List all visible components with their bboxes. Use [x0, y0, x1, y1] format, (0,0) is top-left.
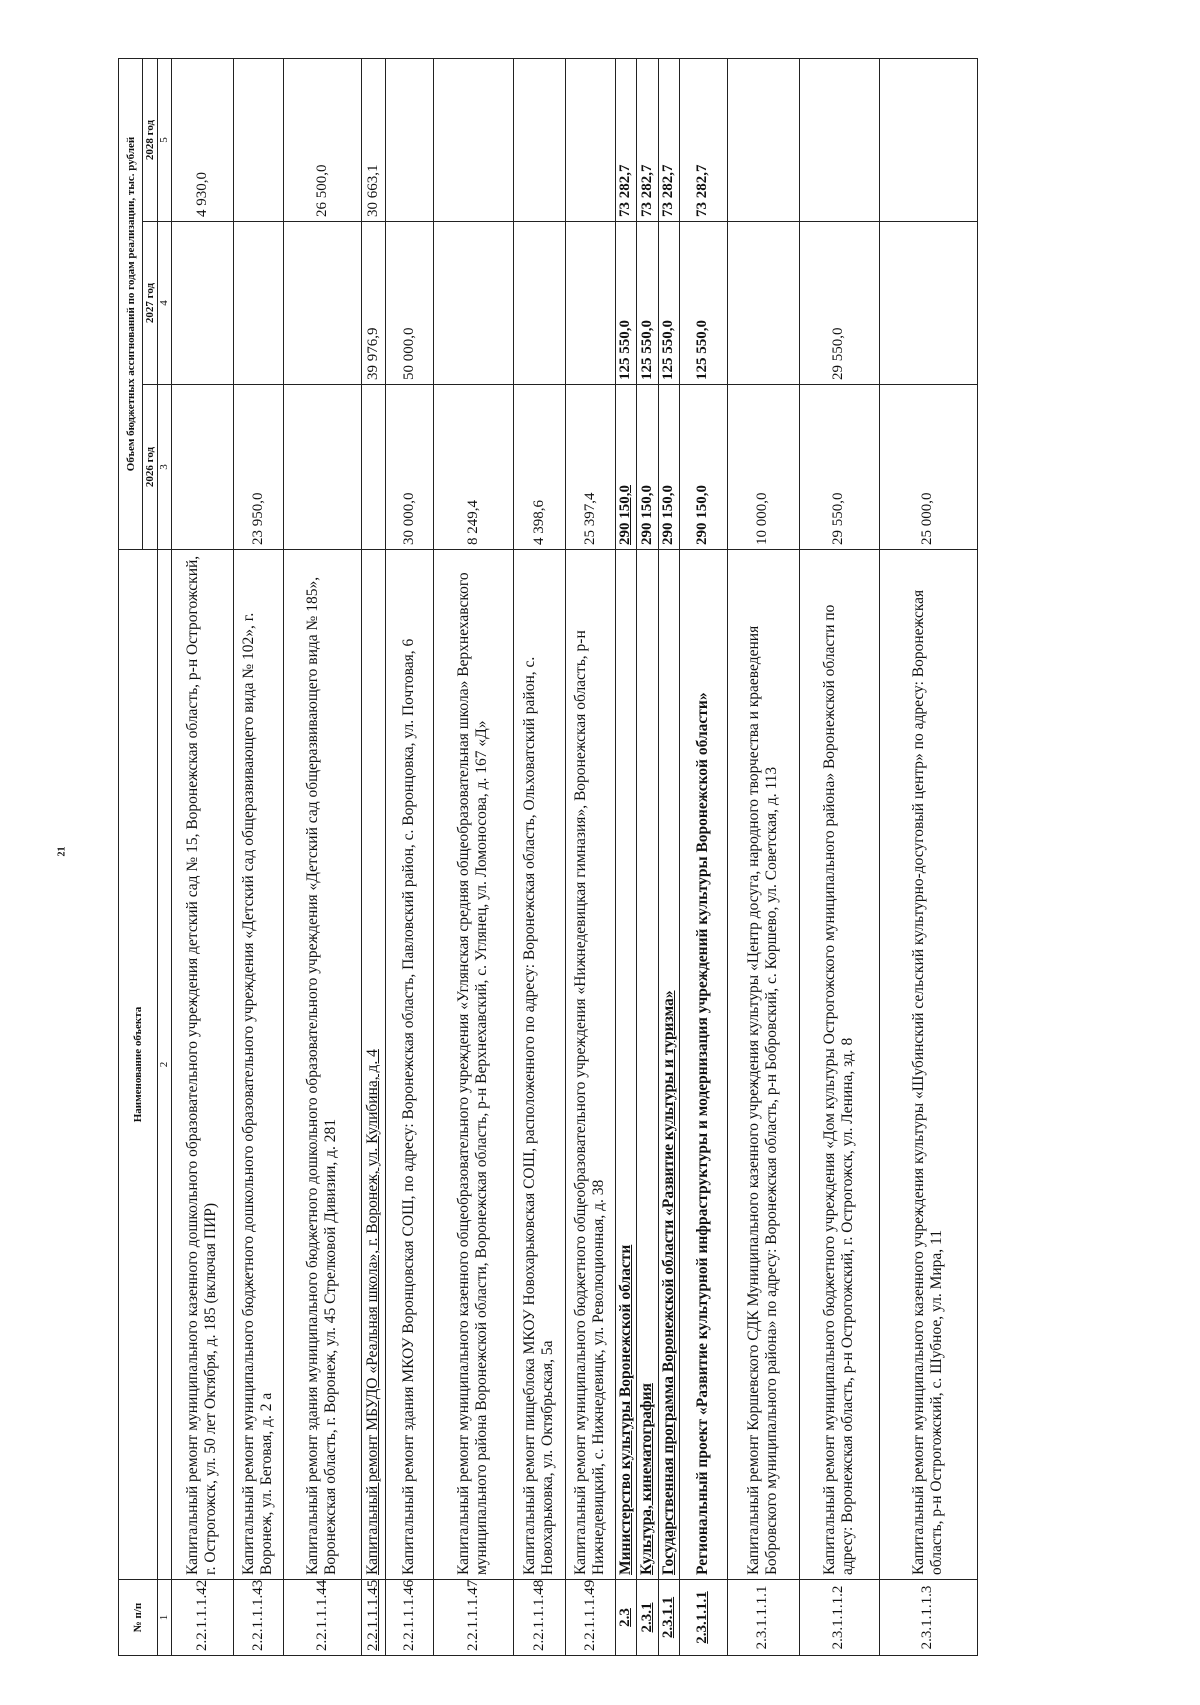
col-group-header: Объем бюджетных ассигнований по годам реализации, тыс. рублей — [119, 58, 143, 549]
row-code: 2.2.1.1.1.46 — [385, 1580, 433, 1656]
table-row — [283, 58, 361, 1655]
row-code: 2.3.1 — [637, 1580, 658, 1656]
row-name: Региональный проект «Развитие культурной инфраструктуры и модернизация учреждений культуры Воронежской области» — [679, 550, 727, 1580]
row-code: 2.3.1.1 — [658, 1580, 679, 1656]
row-2028: 73 282,7 — [615, 58, 636, 221]
row-name: Капитальный ремонт муниципального бюджетного общеобразовательного учреждения «Нижнедевицкая гимназия», Воронежская область, р-н Нижнедевицкий, с. Нижнедевицк, ул. Революционная, д. 38 — [565, 550, 615, 1580]
year-2028-header: 2028 год — [143, 58, 158, 221]
table-row — [513, 58, 565, 1655]
row-code: 2.2.1.1.1.45 — [361, 1580, 385, 1656]
table-row — [637, 58, 658, 1655]
row-2028 — [513, 58, 565, 221]
row-2026: 29 550,0 — [799, 385, 879, 550]
table-row — [799, 58, 879, 1655]
row-name: Капитальный ремонт муниципального бюджетного дошкольного образовательного учреждения «Детский сад общеразвивающего вида № 102», г. Воронеж, ул. Беговая, д. 2 а — [233, 550, 283, 1580]
row-name: Капитальный ремонт МБУДО «Реальная школа», г. Воронеж, ул. Кулибина, д. 4 — [361, 550, 385, 1580]
row-2027: 39 976,9 — [361, 222, 385, 385]
row-code: 2.3.1.1.1.1 — [727, 1580, 799, 1656]
row-name: Капитальный ремонт здания МКОУ Воронцовская СОШ, по адресу: Воронежская область, Павловский район, с. Воронцовка, ул. Почтовая, 6 — [385, 550, 433, 1580]
row-2027 — [727, 222, 799, 385]
row-2028: 73 282,7 — [658, 58, 679, 221]
row-code: 2.2.1.1.1.49 — [565, 1580, 615, 1656]
table-row — [565, 58, 615, 1655]
table-row — [433, 58, 513, 1655]
row-code: 2.2.1.1.1.42 — [171, 1580, 233, 1656]
row-2026: 290 150,0 — [615, 385, 636, 550]
row-code: 2.3.1.1.1.3 — [879, 1580, 977, 1656]
row-2027: 125 550,0 — [679, 222, 727, 385]
row-2028: 73 282,7 — [637, 58, 658, 221]
row-code: 2.2.1.1.1.48 — [513, 1580, 565, 1656]
row-2026: 30 000,0 — [385, 385, 433, 550]
col-index-2: 2 — [158, 550, 172, 1580]
row-name: Капитальный ремонт муниципального бюджетного учреждения «Дом культуры Острогожского муниципального района» Воронежской области по адресу: Воронежская область, р-н Острогожский, г. Острогожск, ул. Ленина, зд. 8 — [799, 550, 879, 1580]
row-2028: 30 663,1 — [361, 58, 385, 221]
row-name: Капитальный ремонт здания муниципального бюджетного дошкольного образовательного учреждения «Детский сад общеразвивающего вида № 185», Воронежская область, г. Воронеж, ул. 45 Стрелковой Дивизии, д. 281 — [283, 550, 361, 1580]
row-2026: 10 000,0 — [727, 385, 799, 550]
row-2028 — [565, 58, 615, 221]
row-2027: 50 000,0 — [385, 222, 433, 385]
row-name: Капитальный ремонт муниципального казенного общеобразовательного учреждения «Углянская средняя общеобразовательная школа» Верхнехавского муниципального района Воронежской области, Воронежская область, р-н Верхнехавский, с. Углянец, ул. Ломоносова, д. 167 «Д» — [433, 550, 513, 1580]
row-2028 — [433, 58, 513, 221]
table-row — [385, 58, 433, 1655]
row-2027 — [879, 222, 977, 385]
table-row — [727, 58, 799, 1655]
row-2026 — [283, 385, 361, 550]
row-code: 2.2.1.1.1.47 — [433, 1580, 513, 1656]
row-name: Капитальный ремонт Коршевского СДК Муниципального казенного учреждения культуры «Центр досуга, народного творчества и краеведения Бобровского муниципального района» по адресу: Воронежская область, р-н Бобровский, с. Коршево, ул. Советская, д. 113 — [727, 550, 799, 1580]
row-2028 — [233, 58, 283, 221]
row-2026: 25 000,0 — [879, 385, 977, 550]
row-2028: 26 500,0 — [283, 58, 361, 221]
row-2027 — [283, 222, 361, 385]
row-name: Капитальный ремонт муниципального казенного учреждения культуры «Шубинский сельский культурно-досуговый центр» по адресу: Воронежская область, р-н Острогожский, с. Шубное, ул. Мира, 11 — [879, 550, 977, 1580]
row-2028 — [727, 58, 799, 221]
row-name: Культура, кинематография — [637, 550, 658, 1580]
row-name: Государственная программа Воронежской области «Развитие культуры и туризма» — [658, 550, 679, 1580]
year-2027-header: 2027 год — [143, 222, 158, 385]
row-2027 — [513, 222, 565, 385]
table-row — [233, 58, 283, 1655]
col-index-4: 4 — [158, 222, 172, 385]
table-row — [679, 58, 727, 1655]
row-name: Министерство культуры Воронежской области — [615, 550, 636, 1580]
row-2027 — [433, 222, 513, 385]
row-name: Капитальный ремонт муниципального казенного дошкольного образовательного учреждения детский сад № 15, Воронежская область, р-н Острогожский, г. Острогожск, ул. 50 лет Октября, д. 185 (включая ПИР) — [171, 550, 233, 1580]
row-2026: 25 397,4 — [565, 385, 615, 550]
page-number: 21 — [56, 846, 68, 857]
row-name: Капитальный ремонт пищеблока МКОУ Новохарьковская СОШ, расположенного по адресу: Воронежская область, Ольховатский район, с. Новохарьковка, ул. Октябрьская, 5а — [513, 550, 565, 1580]
row-2026: 8 249,4 — [433, 385, 513, 550]
row-2027: 125 550,0 — [637, 222, 658, 385]
col-name-header: Наименование объекта — [119, 550, 158, 1580]
row-2026 — [361, 385, 385, 550]
row-2027 — [233, 222, 283, 385]
row-2027: 125 550,0 — [658, 222, 679, 385]
rotated-table-wrapper — [118, 59, 1144, 1656]
col-index-5: 5 — [158, 58, 172, 221]
row-2028: 73 282,7 — [679, 58, 727, 221]
col-index-1: 1 — [158, 1580, 172, 1656]
col-index-3: 3 — [158, 385, 172, 550]
table-row — [879, 58, 977, 1655]
row-code: 2.2.1.1.1.44 — [283, 1580, 361, 1656]
row-2026 — [171, 385, 233, 550]
row-code: 2.3.1.1.1.2 — [799, 1580, 879, 1656]
row-2027: 29 550,0 — [799, 222, 879, 385]
row-2028 — [879, 58, 977, 221]
year-2026-header: 2026 год — [143, 385, 158, 550]
table-row — [658, 58, 679, 1655]
row-code: 2.2.1.1.1.43 — [233, 1580, 283, 1656]
row-2026: 4 398,6 — [513, 385, 565, 550]
col-num-header: № п/п — [119, 1580, 158, 1656]
row-2026: 23 950,0 — [233, 385, 283, 550]
row-2027 — [171, 222, 233, 385]
table-row — [615, 58, 636, 1655]
row-2027 — [565, 222, 615, 385]
row-2028: 4 930,0 — [171, 58, 233, 221]
table-row — [171, 58, 233, 1655]
row-2028 — [385, 58, 433, 221]
row-2028 — [799, 58, 879, 221]
objects-table — [118, 58, 978, 1656]
row-2026: 290 150,0 — [637, 385, 658, 550]
row-2026: 290 150,0 — [679, 385, 727, 550]
row-code: 2.3.1.1.1 — [679, 1580, 727, 1656]
row-code: 2.3 — [615, 1580, 636, 1656]
row-2027: 125 550,0 — [615, 222, 636, 385]
table-row — [361, 58, 385, 1655]
row-2026: 290 150,0 — [658, 385, 679, 550]
